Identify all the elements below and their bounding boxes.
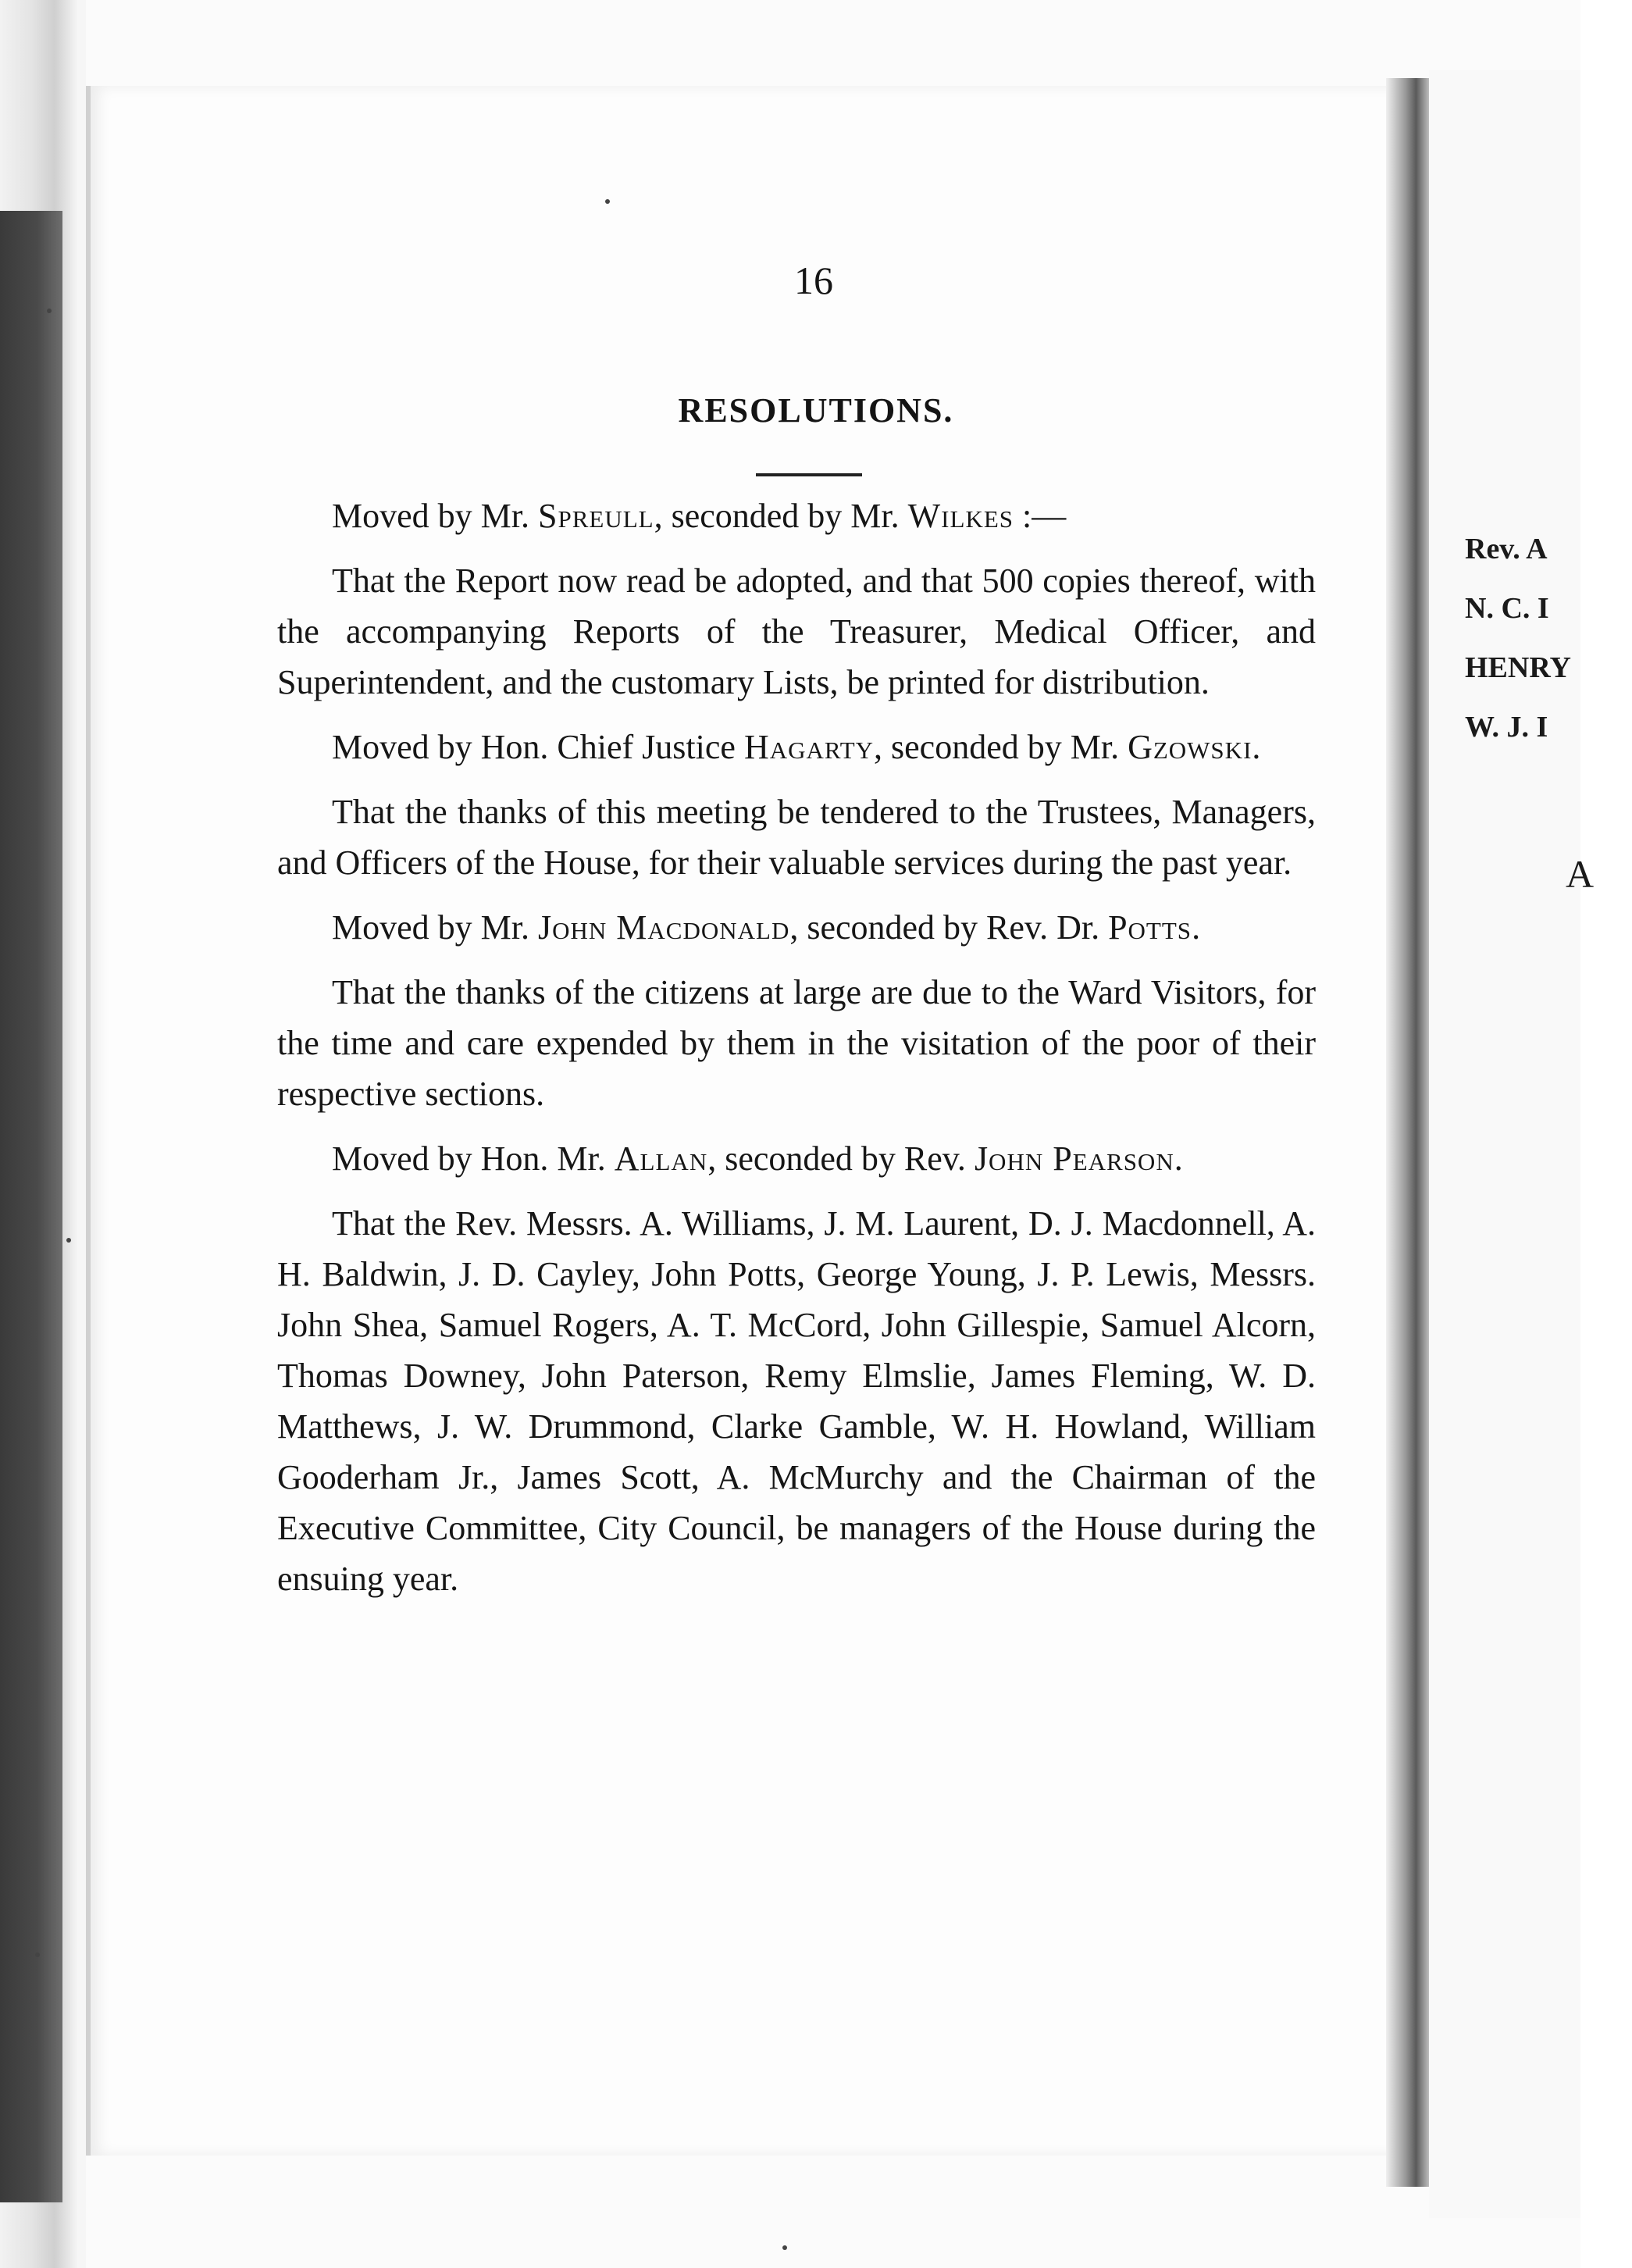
book-gutter (1386, 78, 1429, 2187)
resolution-text: That the thanks of this meeting be tendered to the Trustees, Managers, and Officers of the House, for their valuable services during the past year. (277, 793, 1316, 882)
facing-line: N. C. I (1465, 592, 1549, 625)
facing-line: W. J. I (1465, 711, 1548, 744)
mover-name: Allan (614, 1139, 708, 1178)
paper-speck (47, 308, 52, 313)
facing-page-letter: A (1566, 852, 1595, 896)
seconder-name: Potts (1108, 908, 1192, 947)
page-heading: RESOLUTIONS. (678, 391, 954, 430)
paper-speck (782, 2245, 787, 2250)
resolutions-body (277, 490, 1316, 1618)
facing-line: HENRY (1465, 651, 1571, 684)
seconder-name: Gzowski (1128, 728, 1253, 766)
book-cover (0, 211, 62, 2202)
facing-page-text (1465, 519, 1571, 757)
paper-speck (605, 199, 610, 204)
mover-name: Hagarty (743, 728, 875, 766)
seconder-name: Wilkes (907, 497, 1014, 535)
motion-line: Moved by Mr. Spreull, seconded by Mr. Wilkes :— (332, 497, 1067, 535)
mover-name: John Macdonald (538, 908, 790, 947)
facing-page (1429, 70, 1580, 2218)
heading-rule (756, 473, 862, 476)
motion-line: Moved by Hon. Mr. Allan, seconded by Rev. John Pearson. (332, 1139, 1183, 1178)
motion-line: Moved by Hon. Chief Justice Hagarty, seconded by Mr. Gzowski. (332, 728, 1261, 766)
motion-line: Moved by Mr. John Macdonald, seconded by Rev. Dr. Potts. (332, 908, 1201, 947)
mover-name: Spreull (538, 497, 654, 535)
paper-speck (66, 1238, 71, 1243)
resolution-text: That the Report now read be adopted, and that 500 copies thereof, with the accompanying Reports of the Treasurer, Medical Officer, and Superintendent, and the customary Lists, be printed for distribution. (277, 562, 1316, 701)
resolution-text: That the thanks of the citizens at large are due to the Ward Visitors, for the time and care expended by them in the visitation of the poor of their respective sections. (277, 973, 1316, 1113)
facing-line: Rev. A (1465, 533, 1548, 565)
resolution-text: That the Rev. Messrs. A. Williams, J. M. Laurent, D. J. Macdonnell, A. H. Baldwin, J. D. Cayley, John Potts, George Young, J. P. Lewis, Messrs. John Shea, Samuel Rogers, A. T. McCord, John Gillespie, Samuel Alcorn, Thomas Downey, John Paterson, Remy Elmslie, James Fleming, W. D. Matthews, J. W. Drummond, Clarke Gamble, W. H. Howland, William Gooderham Jr., James Scott, A. McMurchy and the Chairman of the Executive Committee, City Council, be managers of the House during the ensuing year. (277, 1204, 1316, 1598)
paper-speck (35, 1952, 40, 1957)
page-number: 16 (794, 259, 833, 302)
seconder-name: John Pearson (974, 1139, 1174, 1178)
